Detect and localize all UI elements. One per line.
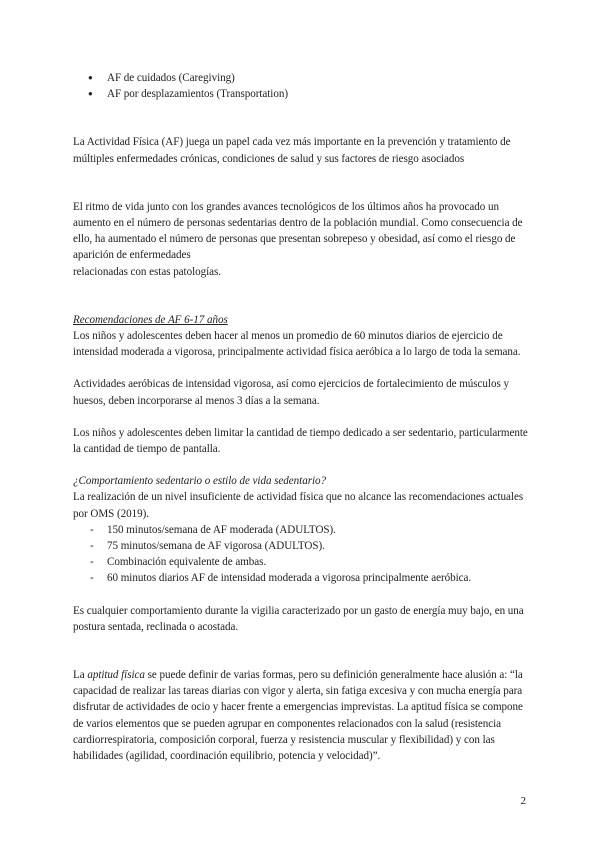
dash-item: - Combinación equivalente de ambas. xyxy=(73,554,529,570)
bullet-item: ● AF por desplazamientos (Transportation) xyxy=(73,86,529,102)
dash-item: - 60 minutos diarios AF de intensidad moderada a vigorosa principalmente aeróbica. xyxy=(73,570,529,586)
paragraph-recommendation-1: Los niños y adolescentes deben hacer al menos un promedio de 60 minutos diarios de ejercicio de intensidad moderada a vigorosa, principalmente actividad física aeróbica a lo largo de toda la semana. xyxy=(73,330,521,359)
section-heading-sedentary: ¿Comportamiento sedentario o estilo de vida sedentario? xyxy=(73,475,326,488)
paragraph-sedentary-definition: La realización de un nivel insuficiente de actividad física que no alcance las recomendaciones actuales por OMS (2019). xyxy=(73,491,524,520)
bullet-item: ● AF de cuidados (Caregiving) xyxy=(73,70,529,86)
paragraph-physical-fitness xyxy=(73,667,529,764)
fitness-term: aptitud física xyxy=(87,669,145,682)
page-content xyxy=(73,70,529,764)
paragraph-recommendation-3: Los niños y adolescentes deben limitar la cantidad de tiempo dedicado a ser sedentario, particularmente la cantidad de tiempo de pantalla. xyxy=(73,426,528,456)
paragraph-lifestyle: El ritmo de vida junto con los grandes avances tecnológicos de los últimos años ha provocado un aumento en el número de personas sedentarias dentro de la población mundial. Como consecuencia de ello, ha aumentado el número de personas que presentan sobrepeso y obesidad, así como el riesgo de aparición de enfermedades xyxy=(73,200,523,262)
bullet-list xyxy=(73,70,529,102)
section-heading-recommendations: Recomendaciones de AF 6-17 años xyxy=(73,313,228,326)
paragraph-lifestyle-continuation: relacionadas con estas patologías. xyxy=(73,265,222,278)
paragraph-af-importance: La Actividad Física (AF) juega un papel cada vez más importante en la prevención y tratamiento de múltiples enfermedades crónicas, condiciones de salud y sus factores de riesgo asociados xyxy=(73,136,511,165)
page-number: 2 xyxy=(520,795,526,807)
paragraph-sedentary-behaviour: Es cualquier comportamiento durante la vigilia caracterizado por un gasto de energía muy bajo, en una postura sentada, reclinada o acostada. xyxy=(73,604,524,633)
dash-item: - 150 minutos/semana de AF moderada (ADULTOS). xyxy=(73,522,529,538)
fitness-definition: se puede definir de varias formas, pero su definición generalmente hace alusión a: “la capacidad de realizar las tareas diarias con vigor y alerta, sin fatiga excesiva y con mucha energía para disfrutar de actividades de ocio y hacer frente a emergencias imprevistas. La aptitud física se compone de varios elementos que se pueden agrupar en componentes relacionados con la salud (resistencia cardiorrespiratoria, composición corporal, fuerza y resistencia muscular y flexibilidad) y con las habilidades (agilidad, coordinación equilibrio, potencia y velocidad)”. xyxy=(73,669,523,763)
dash-list xyxy=(73,522,529,587)
dash-item: - 75 minutos/semana de AF vigorosa (ADULTOS). xyxy=(73,538,529,554)
fitness-prefix: La xyxy=(73,669,88,682)
paragraph-recommendation-2: Actividades aeróbicas de intensidad vigorosa, así como ejercicios de fortalecimiento de músculos y huesos, deben incorporarse al menos 3 días a la semana. xyxy=(73,378,509,407)
